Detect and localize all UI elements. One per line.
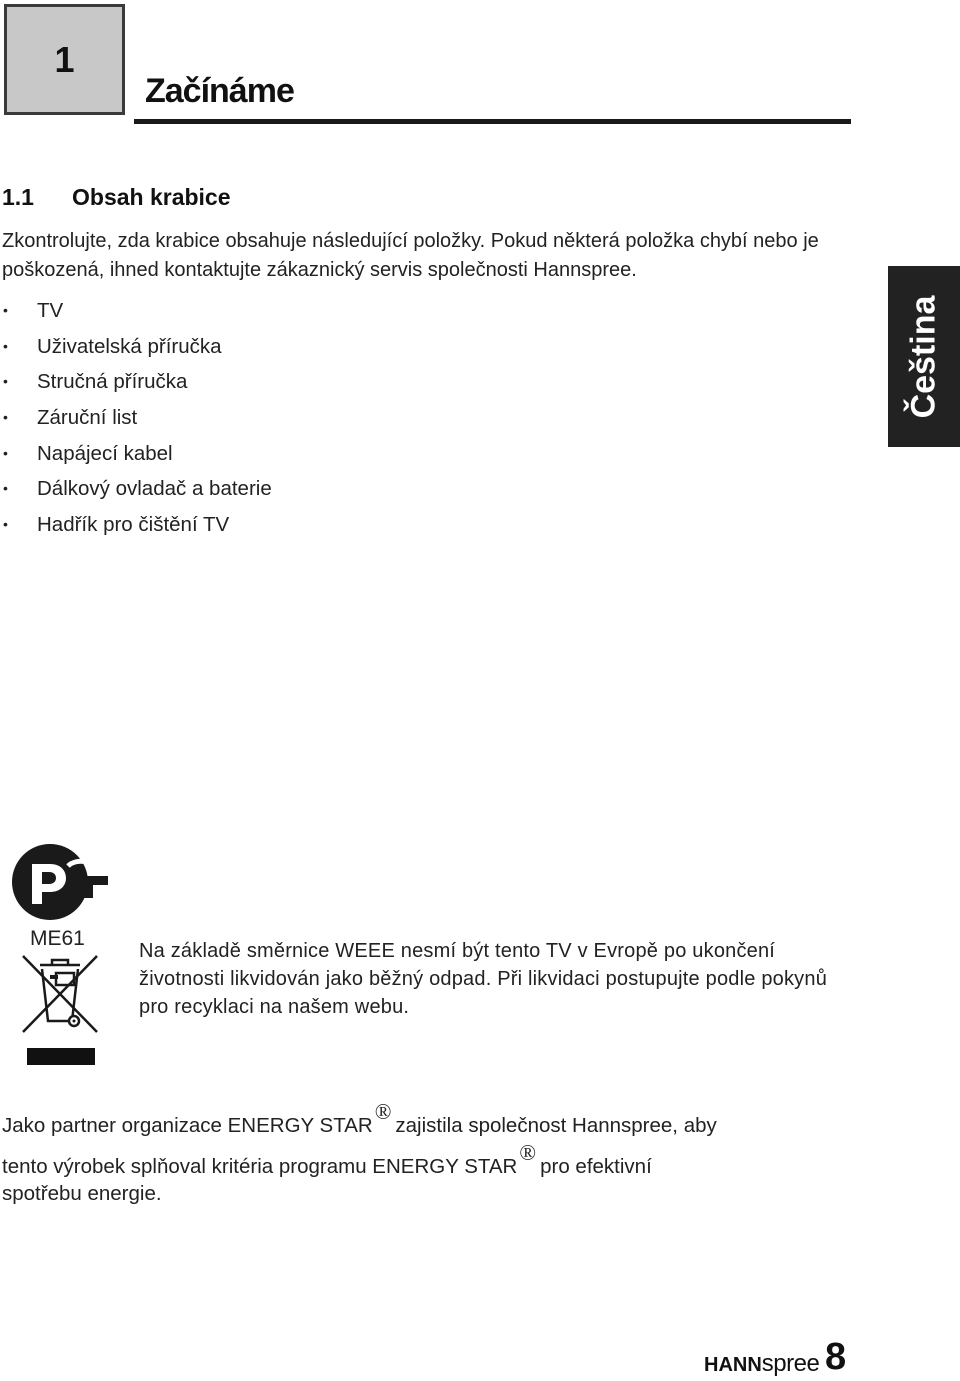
section-intro: Zkontrolujte, zda krabice obsahuje následující položky. Pokud některá položka chybí nebo je poškozená, ihned kontaktujte zákaznický servis společnosti Hannspree.	[2, 230, 819, 281]
section-title: Obsah krabice	[72, 184, 231, 210]
list-item: • Záruční list	[0, 400, 272, 436]
energy-star-line-3: spotřebu energie.	[2, 1182, 162, 1205]
box-contents-list	[0, 293, 272, 543]
registered-mark: ®	[519, 1140, 537, 1165]
chapter-title-rule	[134, 119, 851, 124]
language-tab-label: Čeština	[904, 295, 943, 418]
list-item: • Uživatelská příručka	[0, 329, 272, 365]
page-number: 8	[825, 1336, 847, 1378]
language-tab	[888, 266, 960, 447]
list-item: • Napájecí kabel	[0, 436, 272, 472]
list-item: • TV	[0, 293, 272, 329]
chapter-number-box	[4, 4, 125, 115]
section-number: 1.1	[2, 184, 34, 210]
weee-notice: Na základě směrnice WEEE nesmí být tento TV v Evropě po ukončení životnosti likvidován jako běžný odpad. Při likvidaci postupujte podle pokynů pro recyklaci na našem webu.	[139, 940, 828, 1018]
list-item: • Hadřík pro čištění TV	[0, 507, 272, 543]
pct-certification-icon	[10, 842, 110, 922]
weee-bin-icon	[20, 953, 100, 1035]
registered-mark: ®	[374, 1099, 392, 1124]
energy-star-line-2: tento výrobek splňoval kritéria programu ENERGY STAR®pro efektivní	[2, 1140, 652, 1178]
list-item: • Dálkový ovladač a baterie	[0, 471, 272, 507]
bullet-icon: •	[3, 444, 8, 461]
brand-logo: HANNspree	[704, 1350, 820, 1377]
chapter-title: Začínáme	[145, 72, 294, 110]
certification-code: ME61	[30, 927, 85, 950]
energy-star-line-1: Jako partner organizace ENERGY STAR®zajistila společnost Hannspree, aby	[2, 1099, 717, 1137]
section-heading	[2, 184, 231, 211]
list-item: • Stručná příručka	[0, 364, 272, 400]
bullet-icon: •	[3, 337, 8, 354]
bullet-icon: •	[3, 480, 8, 497]
bullet-icon: •	[3, 373, 8, 390]
weee-date-bar	[27, 1048, 95, 1065]
bullet-icon: •	[3, 516, 8, 533]
bullet-icon: •	[3, 302, 8, 318]
chapter-number: 1	[54, 38, 75, 80]
bullet-icon: •	[3, 409, 8, 426]
